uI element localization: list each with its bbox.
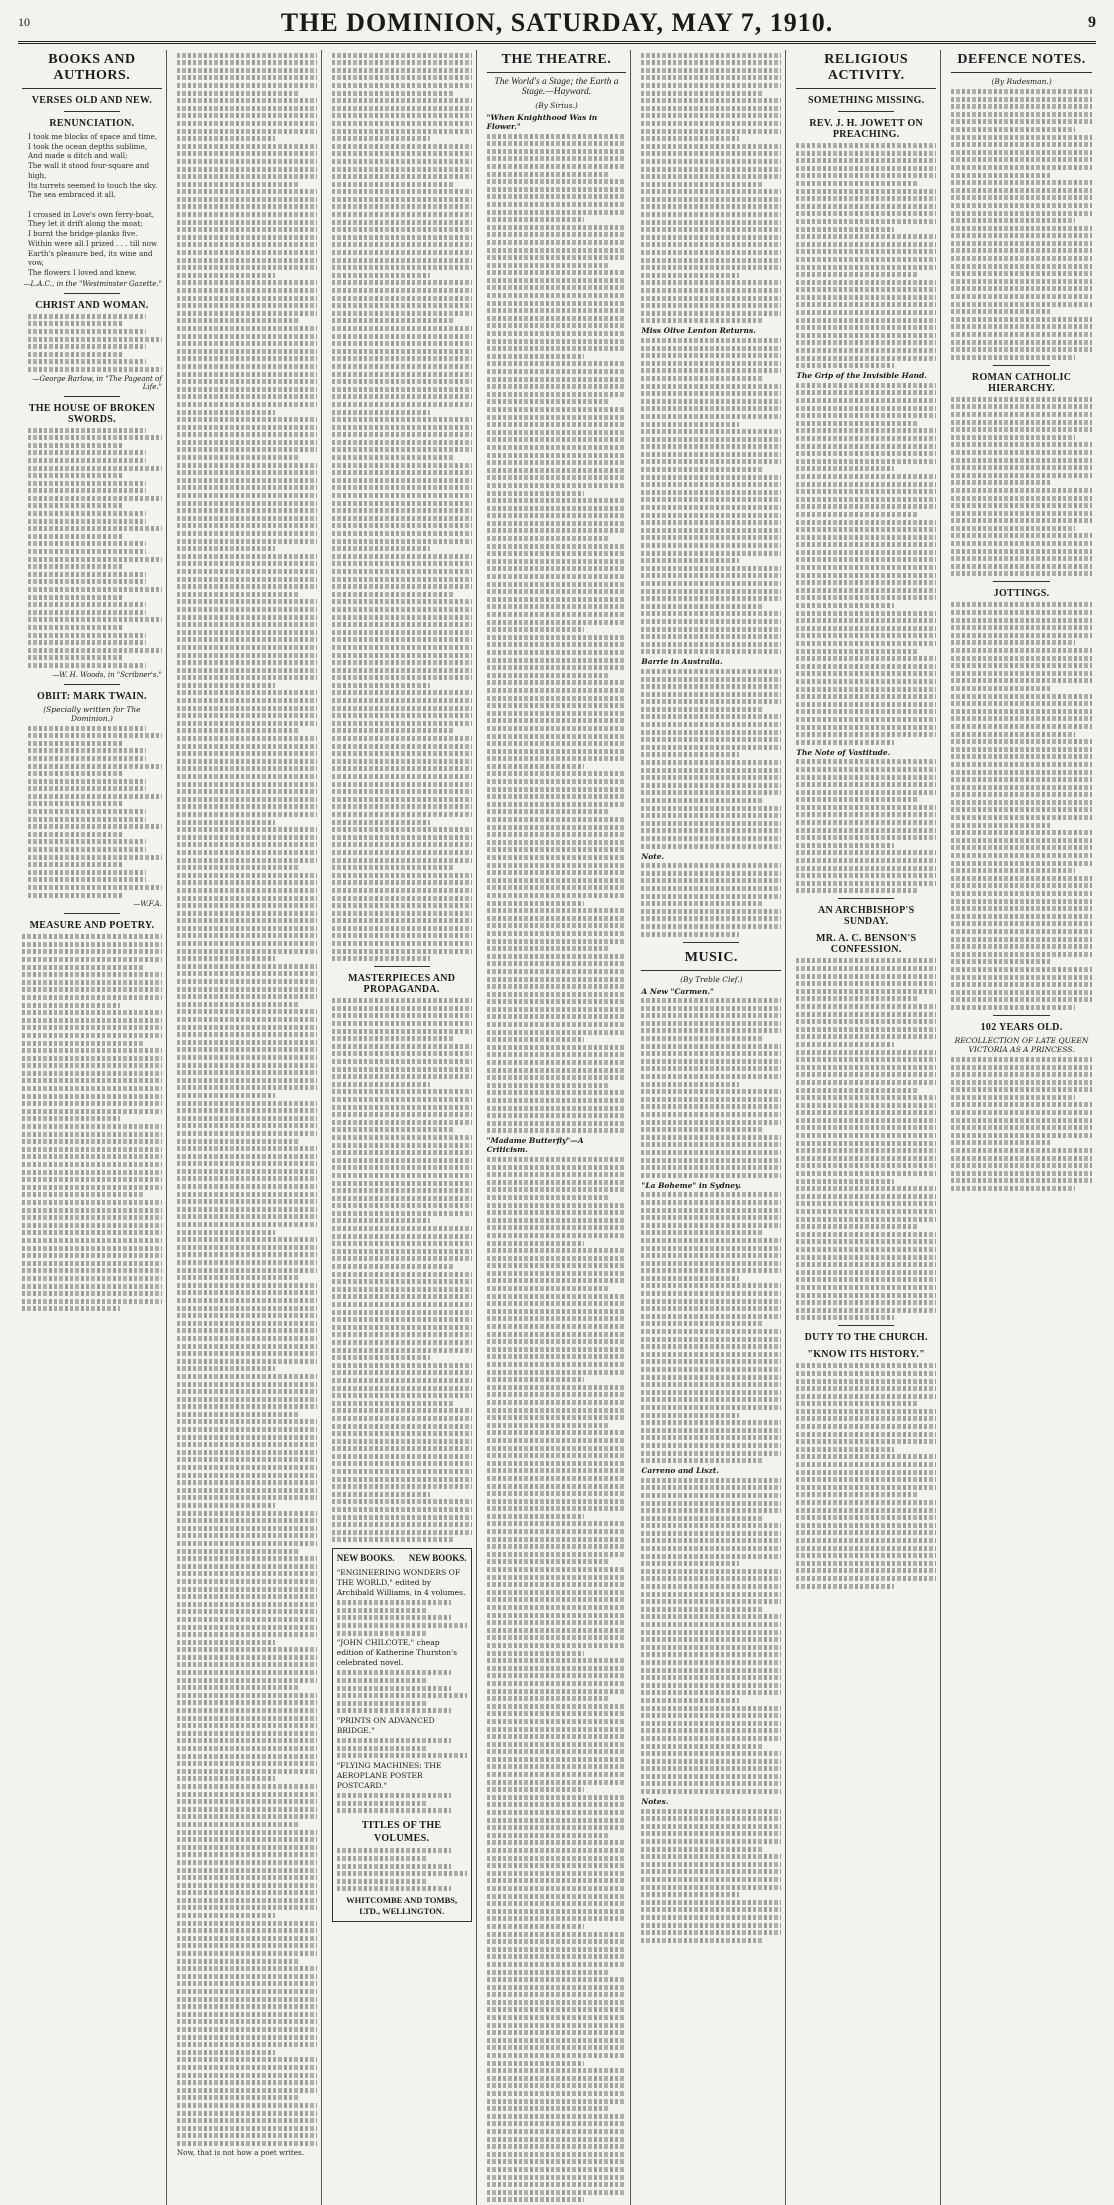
column-7	[947, 50, 1096, 2205]
section-heading-theatre: THE THEATRE.	[487, 50, 627, 73]
measure-poetry-heading: MEASURE AND POETRY.	[29, 920, 155, 932]
defence-byline: (By Rudesman.)	[991, 77, 1052, 86]
column-2-body	[177, 53, 317, 2146]
section-heading-music: MUSIC.	[641, 948, 781, 971]
poem-title-broken-swords: THE HOUSE OF BROKEN SWORDS.	[28, 402, 156, 425]
newspaper-title: THE DOMINION, SATURDAY, MAY 7, 1910.	[280, 7, 834, 37]
duty-church-heading: DUTY TO THE CHURCH.	[804, 1332, 928, 1344]
ad-titles-heading: TITLES OF THE VOLUMES.	[361, 1820, 442, 1845]
poem-title-obiit: OBIIT: MARK TWAIN.	[37, 690, 147, 702]
article-knighthood-heading: "When Knighthood Was in Flower."	[486, 113, 598, 131]
invisible-hand-heading: The Grip of the Invisible Hand.	[796, 371, 927, 381]
measure-poetry-body	[22, 934, 162, 1311]
note-body	[641, 863, 781, 936]
article-butterfly-body	[487, 1157, 627, 2202]
jottings-heading: JOTTINGS.	[993, 588, 1050, 600]
masterpieces-body	[332, 998, 472, 1542]
new-books-advertisement	[332, 1548, 472, 1922]
vastitude-body	[796, 759, 936, 893]
jottings-body	[951, 602, 1092, 1009]
barrie-australia-heading: Barrie in Australia.	[641, 657, 723, 667]
poem-renunciation-signature: —L.A.C., in the "Westminster Gazette."	[23, 279, 162, 288]
masterpieces-heading: MASTERPIECES AND PROPAGANDA.	[347, 973, 456, 996]
column-3-top-body	[332, 53, 472, 962]
ad-header	[337, 1553, 467, 1565]
music-carreno-liszt-heading: Carreno and Liszt.	[641, 1466, 719, 1476]
masthead-left-mark: 10	[18, 15, 30, 29]
theatre-byline: (By Sirius.)	[535, 101, 578, 110]
ad-item-chilcote: "JOHN CHILCOTE," cheap edition of Katherine Thurston's celebrated novel.	[336, 1638, 458, 1667]
ad-footer: WHITCOMBE AND TOMBS, LTD., WELLINGTON.	[346, 1895, 458, 1917]
roman-catholic-heading: ROMAN CATHOLIC HIERARCHY.	[971, 371, 1072, 394]
defence-body	[951, 89, 1092, 360]
column-2-closing-text: Now, that is not how a poet writes.	[176, 2148, 305, 2158]
verses-heading: VERSES OLD AND NEW.	[31, 95, 153, 106]
music-byline: (By Treble Clef.)	[680, 974, 743, 984]
roman-catholic-body	[951, 397, 1092, 577]
music-la-boheme-heading: "La Boheme" in Sydney.	[641, 1180, 742, 1190]
poem-obiit-signature: —W.F.A.	[133, 900, 162, 909]
jowett-preaching-heading: REV. J. H. JOWETT ON PREACHING.	[809, 118, 924, 140]
old-age-heading: 102 YEARS OLD.	[980, 1021, 1063, 1033]
poem-title-renunciation: RENUNCIATION.	[49, 118, 135, 129]
ad-item-engineering: "ENGINEERING WONDERS OF THE WORLD," edited by Archibald Williams, in 4 volumes.	[336, 1568, 466, 1597]
barrie-australia-body	[641, 669, 781, 849]
poem-obiit-body	[22, 726, 162, 898]
olive-lenton-body	[641, 338, 781, 654]
ad-header-right: NEW BOOKS.	[408, 1553, 467, 1564]
poem-broken-swords-body	[22, 428, 162, 668]
poem-christ-woman-signature: —George Barlow, in "The Pageant of Life."	[32, 374, 162, 391]
music-new-carmen-body	[641, 998, 781, 1178]
note-heading: Note.	[641, 851, 665, 861]
music-la-boheme-body	[641, 1192, 781, 1463]
column-5	[637, 50, 786, 2205]
something-missing-heading: SOMETHING MISSING.	[807, 95, 925, 106]
old-age-body	[951, 1057, 1092, 1191]
archbishop-sunday-body	[796, 958, 936, 1320]
music-carreno-liszt-body	[641, 1478, 781, 1794]
theatre-subtitle: The World's a Stage; the Earth a Stage.—Hayward.	[494, 77, 619, 97]
benson-confession-heading: MR. A. C. BENSON'S CONFESSION.	[816, 933, 917, 956]
ad-item-flying: "FLYING MACHINES: THE AEROPLANE POSTER POSTCARD."	[336, 1761, 442, 1790]
music-notes-body	[641, 1809, 781, 1943]
invisible-hand-body	[796, 383, 936, 745]
masthead	[18, 4, 1096, 44]
page-columns	[18, 50, 1096, 2158]
duty-church-body	[796, 1363, 936, 1588]
page-number: 9	[1088, 13, 1096, 31]
poem-obiit-subtitle: (Specially written for The Dominion.)	[43, 704, 141, 723]
music-notes-heading: Notes.	[641, 1797, 669, 1807]
know-history-heading: "KNOW ITS HISTORY."	[807, 1349, 926, 1361]
column-6	[792, 50, 941, 2205]
column-5-top-body	[641, 53, 781, 324]
archbishop-sunday-heading: AN ARCHBISHOP'S SUNDAY.	[817, 905, 915, 928]
section-heading-defence: DEFENCE NOTES.	[951, 50, 1092, 73]
poem-christ-woman-body	[22, 314, 162, 372]
poem-broken-swords-signature: —W. H. Woods, in "Scribner's."	[52, 670, 162, 679]
column-2	[173, 50, 322, 2205]
column-3	[328, 50, 477, 2205]
poem-title-christ-woman: CHRIST AND WOMAN.	[35, 299, 149, 311]
column-4	[483, 50, 632, 2205]
article-butterfly-heading: "Madame Butterfly"—A Criticism.	[486, 1136, 584, 1155]
jowett-preaching-body	[796, 143, 936, 368]
section-heading-religious: RELIGIOUS ACTIVITY.	[796, 50, 936, 89]
ad-item-bridge: "PRINTS ON ADVANCED BRIDGE."	[336, 1715, 435, 1735]
ad-header-left: NEW BOOKS.	[336, 1553, 395, 1564]
olive-lenton-heading: Miss Olive Lenton Returns.	[641, 326, 756, 336]
article-knighthood-body	[487, 134, 627, 1134]
music-new-carmen-heading: A New "Carmen."	[641, 986, 714, 996]
section-heading-books-authors: BOOKS AND AUTHORS.	[22, 50, 162, 89]
poem-renunciation: I took me blocks of space and time, I took the ocean depths sublime, And made a ditch and wall; The wall it stood four-square and high, Its turrets seemed to touch the sky. The sea embraced it all. I crossed in Love's own ferry-boat, They let it drift along the moat; I burnt the bridge-planks five. Within were all I prized . . . till now Earth's pleasure bed, its wine and vow, The flowers I loved and knew.	[28, 132, 158, 278]
old-age-subheading: RECOLLECTION OF LATE QUEEN VICTORIA AS A PRINCESS.	[954, 1035, 1089, 1054]
vastitude-heading: The Note of Vastitude.	[796, 747, 891, 757]
column-1	[18, 50, 167, 2205]
